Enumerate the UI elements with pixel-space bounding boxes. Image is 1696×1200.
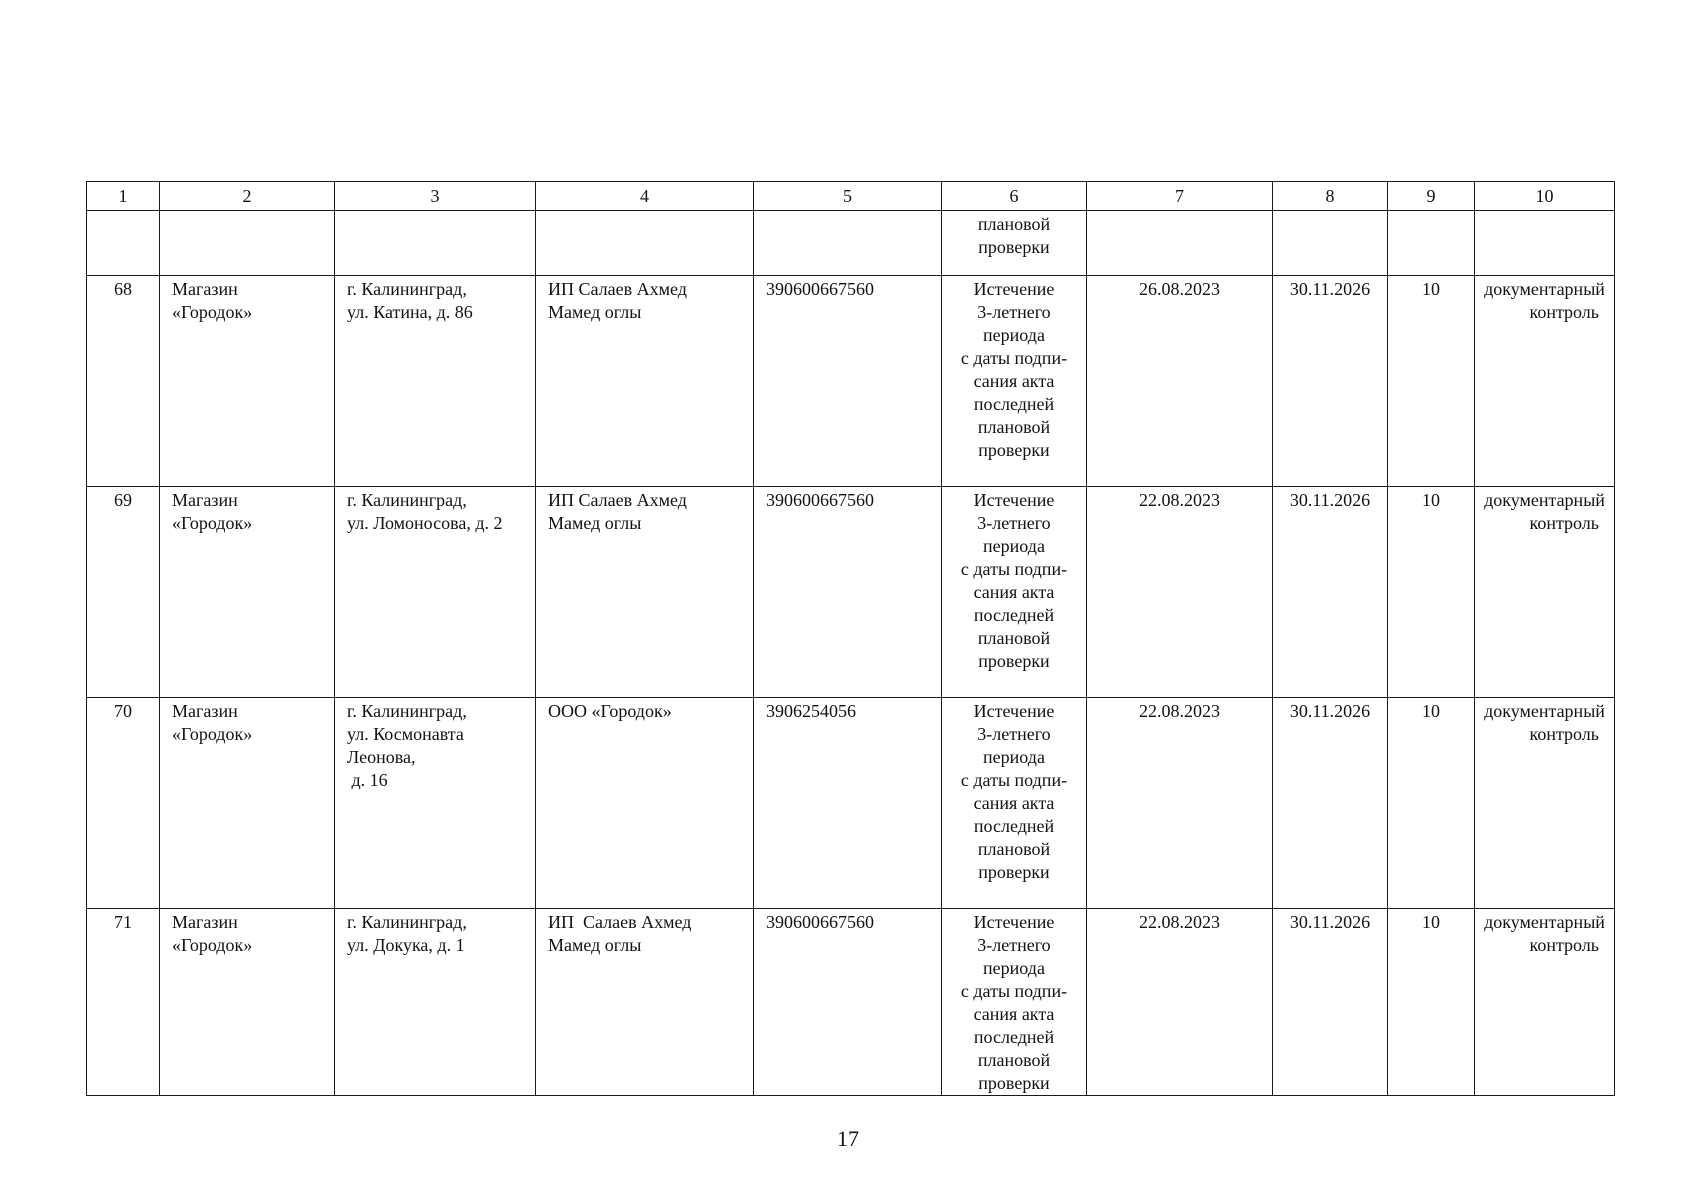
column-header: 1 <box>87 182 160 211</box>
object-cell: Магазин «Городок» <box>160 276 335 487</box>
last-check-date-cell: 26.08.2023 <box>1087 276 1273 487</box>
owner-cell: ООО «Городок» <box>536 698 754 909</box>
next-check-date-cell: 30.11.2026 <box>1273 487 1388 698</box>
address-cell: г. Калининград, ул. Ломоносова, д. 2 <box>335 487 536 698</box>
object-cell: Магазин «Городок» <box>160 909 335 1096</box>
reason-cell: Истечение 3-летнего периода с даты подпи- сания акта последней плановой проверки <box>942 487 1087 698</box>
reason-cell: Истечение 3-летнего периода с даты подпи- сания акта последней плановой проверки <box>942 909 1087 1096</box>
column-header: 5 <box>754 182 942 211</box>
column-number-row <box>87 182 1615 211</box>
column-header: 9 <box>1388 182 1475 211</box>
table-row <box>87 698 1615 909</box>
last-check-date-cell: 22.08.2023 <box>1087 487 1273 698</box>
address-cell: г. Калининград, ул. Докука, д. 1 <box>335 909 536 1096</box>
last-check-date-cell: 22.08.2023 <box>1087 698 1273 909</box>
owner-cell: ИП Салаев Ахмед Мамед оглы <box>536 276 754 487</box>
inn-cell: 390600667560 <box>754 909 942 1096</box>
row-number-cell: 68 <box>87 276 160 487</box>
object-cell: Магазин «Городок» <box>160 698 335 909</box>
table-row <box>87 487 1615 698</box>
inn-cell: 3906254056 <box>754 698 942 909</box>
last-check-date-cell: 22.08.2023 <box>1087 909 1273 1096</box>
duration-cell: 10 <box>1388 276 1475 487</box>
row-number-cell: 71 <box>87 909 160 1096</box>
inn-cell: 390600667560 <box>754 276 942 487</box>
carry-over-row <box>87 211 1615 276</box>
column-header: 2 <box>160 182 335 211</box>
reason-cell: Истечение 3-летнего периода с даты подпи- сания акта последней плановой проверки <box>942 698 1087 909</box>
column-header: 7 <box>1087 182 1273 211</box>
inn-cell: 390600667560 <box>754 487 942 698</box>
duration-cell: 10 <box>1388 909 1475 1096</box>
control-type-cell: документарный контроль <box>1475 487 1615 698</box>
reason-cell: плановой проверки <box>942 211 1087 276</box>
control-type-cell: документарный контроль <box>1475 909 1615 1096</box>
column-header: 3 <box>335 182 536 211</box>
duration-cell: 10 <box>1388 698 1475 909</box>
row-number-cell: 70 <box>87 698 160 909</box>
next-check-date-cell: 30.11.2026 <box>1273 909 1388 1096</box>
object-cell: Магазин «Городок» <box>160 487 335 698</box>
entries-body <box>87 276 1615 1096</box>
owner-cell: ИП Салаев Ахмед Мамед оглы <box>536 487 754 698</box>
column-header: 6 <box>942 182 1087 211</box>
duration-cell: 10 <box>1388 487 1475 698</box>
column-header: 8 <box>1273 182 1388 211</box>
table-row <box>87 276 1615 487</box>
reason-cell: Истечение 3-летнего периода с даты подпи- сания акта последней плановой проверки <box>942 276 1087 487</box>
row-number-cell: 69 <box>87 487 160 698</box>
owner-cell: ИП Салаев Ахмед Мамед оглы <box>536 909 754 1096</box>
table-row <box>87 909 1615 1096</box>
column-header: 4 <box>536 182 754 211</box>
address-cell: г. Калининград, ул. Космонавта Леонова, д. 16 <box>335 698 536 909</box>
page-number: 17 <box>837 1126 859 1151</box>
next-check-date-cell: 30.11.2026 <box>1273 698 1388 909</box>
control-type-cell: документарный контроль <box>1475 276 1615 487</box>
next-check-date-cell: 30.11.2026 <box>1273 276 1388 487</box>
column-header: 10 <box>1475 182 1615 211</box>
inspection-schedule-table <box>86 181 1615 1096</box>
address-cell: г. Калининград, ул. Катина, д. 86 <box>335 276 536 487</box>
control-type-cell: документарный контроль <box>1475 698 1615 909</box>
